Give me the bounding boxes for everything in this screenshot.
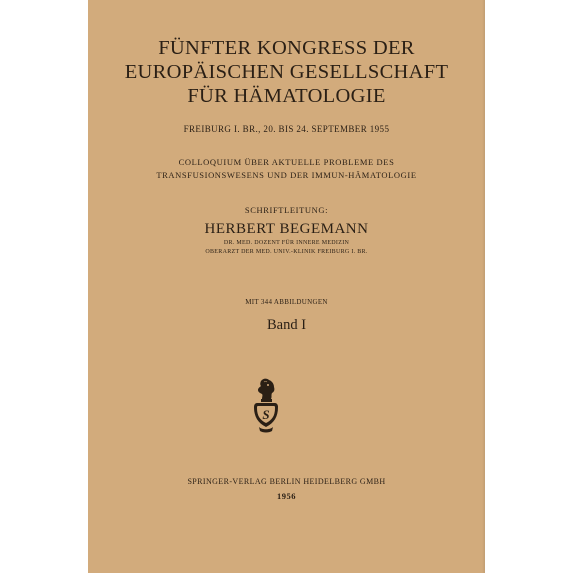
book-cover	[88, 0, 485, 573]
editor-title-2: OBERARZT DER MED. UNIV.-KLINIK FREIBURG I. BR.	[205, 249, 368, 255]
cover-edge-shadow	[482, 0, 485, 573]
volume-label: Band I	[266, 317, 307, 333]
colloquium-line-2: TRANSFUSIONSWESENS UND DER IMMUN-HÄMATOLOGIE	[156, 170, 417, 180]
editor-label: SCHRIFTLEITUNG:	[244, 205, 329, 215]
colloquium-line-1: COLLOQUIUM ÜBER AKTUELLE PROBLEME DES	[178, 157, 395, 167]
title-line-2: EUROPÄISCHEN GESELLSCHAFT	[124, 61, 449, 83]
title-line-1: FÜNFTER KONGRESS DER	[158, 37, 415, 59]
publication-year: 1956	[277, 491, 296, 501]
editor-name: HERBERT BEGEMANN	[204, 221, 369, 237]
svg-text:S: S	[262, 407, 270, 422]
illustrations-note: MIT 344 ABBILDUNGEN	[245, 298, 328, 306]
springer-logo-icon	[250, 377, 282, 435]
publisher: SPRINGER-VERLAG BERLIN HEIDELBERG GMBH	[187, 477, 386, 486]
event-info: FREIBURG I. BR., 20. BIS 24. SEPTEMBER 1955	[183, 124, 390, 134]
editor-title-1: DR. MED. DOZENT FÜR INNERE MEDIZIN	[223, 240, 350, 246]
title-line-3: FÜR HÄMATOLOGIE	[187, 85, 386, 107]
